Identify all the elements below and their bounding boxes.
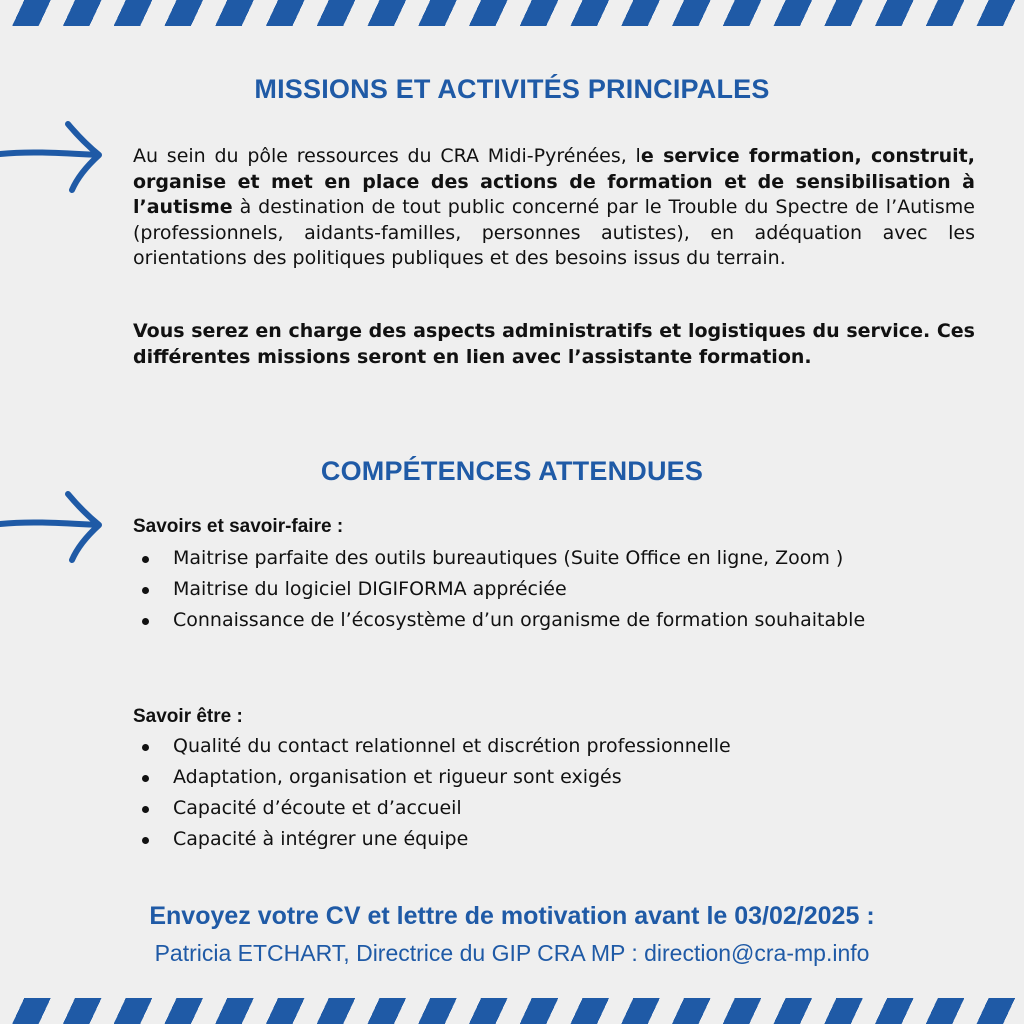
list-item: Adaptation, organisation et rigueur sont exigés: [133, 762, 993, 793]
missions-text-rest: à destination de tout public concerné par le Trouble du Spectre de l’Autisme (professionnels, aidants-familles, personnes autistes), en adéquation avec les orientations des politiques publiques et des besoins issus du terrain.: [133, 196, 975, 269]
bullet-icon: [142, 556, 149, 563]
savoirs-heading: Savoirs et savoir-faire :: [133, 516, 344, 537]
missions-title: MISSIONS ET ACTIVITÉS PRINCIPALES: [254, 74, 770, 104]
list-item: Maitrise parfaite des outils bureautiques (Suite Office en ligne, Zoom ): [133, 543, 993, 574]
missions-text-bold: e service formation, construit, organise et met en place des actions de formation et de sensibilisation à l’autisme: [133, 145, 975, 218]
missions-responsibility-paragraph: Vous serez en charge des aspects administratifs et logistiques du service. Ces différentes missions seront en lien avec l’assistante formation.: [133, 320, 975, 368]
bullet-icon: [142, 618, 149, 625]
bullet-icon: [142, 744, 149, 751]
savoirs-list: [133, 543, 993, 636]
arrow-icon: [0, 488, 108, 564]
missions-text-intro: Au sein du pôle ressources du CRA Midi-Pyrénées, l: [133, 145, 641, 167]
bullet-icon: [142, 587, 149, 594]
list-item: Capacité d’écoute et d’accueil: [133, 793, 993, 824]
list-item: Connaissance de l’écosystème d’un organisme de formation souhaitable: [133, 605, 993, 636]
list-item: Capacité à intégrer une équipe: [133, 824, 993, 855]
bullet-icon: [142, 806, 149, 813]
bullet-icon: [142, 775, 149, 782]
bottom-stripe-border: [0, 998, 1024, 1024]
competences-title: COMPÉTENCES ATTENDUES: [320, 456, 704, 486]
application-call-to-action: Envoyez votre CV et lettre de motivation avant le 03/02/2025 :: [149, 902, 875, 930]
arrow-icon: [0, 118, 108, 194]
savoir-etre-list: [133, 731, 993, 855]
list-item: Qualité du contact relationnel et discrétion professionnelle: [133, 731, 993, 762]
bullet-icon: [142, 837, 149, 844]
list-item: Maitrise du logiciel DIGIFORMA appréciée: [133, 574, 993, 605]
savoir-etre-heading: Savoir être :: [133, 706, 243, 727]
contact-line: Patricia ETCHART, Directrice du GIP CRA MP : direction@cra-mp.info: [154, 940, 870, 966]
top-stripe-border: [0, 0, 1024, 26]
missions-paragraph: [133, 144, 975, 272]
